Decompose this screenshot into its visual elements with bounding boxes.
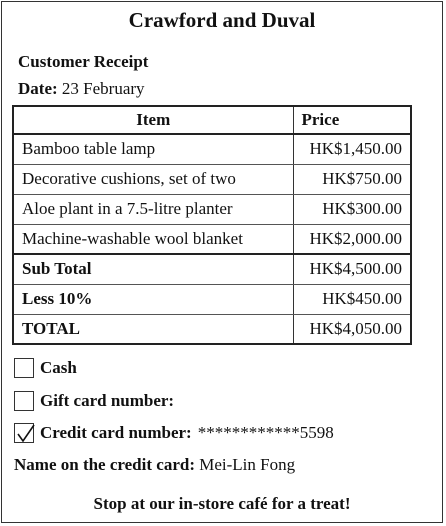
name-on-card-value: Mei-Lin Fong <box>199 455 296 474</box>
price-column-header: Price <box>293 106 411 134</box>
discount-row <box>13 284 411 314</box>
discount-value: HK$450.00 <box>293 284 411 314</box>
item-price: HK$300.00 <box>293 194 411 224</box>
store-name: Crawford and Duval <box>128 8 316 32</box>
item-column-header: Item <box>13 106 293 134</box>
name-on-card-label: Name on the credit card: <box>14 455 195 474</box>
table-row <box>13 194 411 224</box>
subtotal-row <box>13 254 411 284</box>
item-name: Decorative cushions, set of two <box>13 164 293 194</box>
item-price: HK$1,450.00 <box>293 134 411 164</box>
credit-card-label: Credit card number: <box>40 423 192 442</box>
date-value: 23 February <box>61 79 145 98</box>
total-value: HK$4,050.00 <box>293 314 411 344</box>
payment-option-cash[interactable] <box>14 358 77 378</box>
item-price: HK$750.00 <box>293 164 411 194</box>
payment-option-gift-card[interactable] <box>14 391 174 411</box>
table-row <box>13 224 411 254</box>
payment-option-credit-card[interactable] <box>14 423 334 443</box>
credit-card-number: ************5598 <box>197 423 334 442</box>
checkmark-icon <box>16 424 36 444</box>
name-on-card-line <box>14 455 295 475</box>
date-label: Date: <box>18 79 58 98</box>
cash-checkbox[interactable] <box>14 358 34 378</box>
total-label: TOTAL <box>13 314 293 344</box>
item-name: Aloe plant in a 7.5-litre planter <box>13 194 293 224</box>
discount-label: Less 10% <box>13 284 293 314</box>
receipt <box>1 1 443 523</box>
items-table <box>12 105 412 345</box>
receipt-label: Customer Receipt <box>18 52 149 71</box>
date-line <box>18 79 145 99</box>
gift-card-label: Gift card number: <box>40 391 175 410</box>
total-row <box>13 314 411 344</box>
credit-card-checkbox[interactable] <box>14 423 34 443</box>
table-row <box>13 164 411 194</box>
footer-message: Stop at our in-store café for a treat! <box>93 494 351 513</box>
item-name: Machine-washable wool blanket <box>13 224 293 254</box>
subtotal-value: HK$4,500.00 <box>293 254 411 284</box>
subtotal-label: Sub Total <box>13 254 293 284</box>
cash-label: Cash <box>40 358 77 377</box>
item-name: Bamboo table lamp <box>13 134 293 164</box>
table-header-row <box>13 106 411 134</box>
gift-card-checkbox[interactable] <box>14 391 34 411</box>
item-price: HK$2,000.00 <box>293 224 411 254</box>
table-row <box>13 134 411 164</box>
